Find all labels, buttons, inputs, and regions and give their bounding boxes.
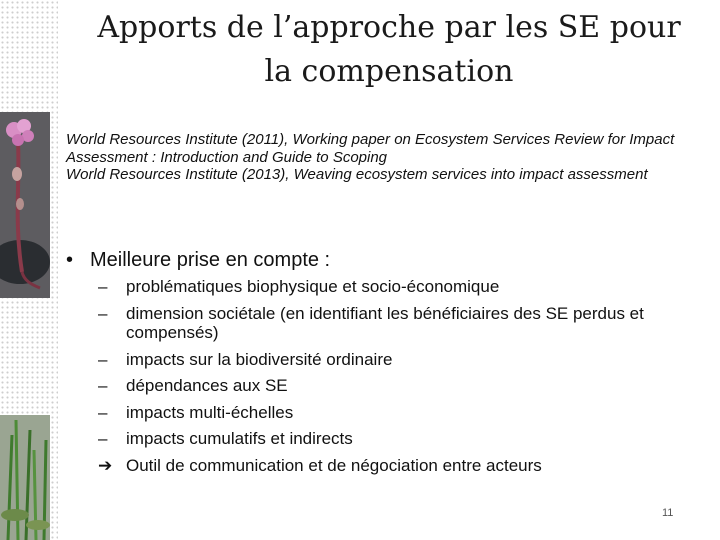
list-item <box>98 376 698 396</box>
list-item <box>98 304 698 343</box>
slide-title <box>58 6 720 94</box>
list-item-text: problématiques biophysique et socio-économique <box>126 277 500 296</box>
list-item <box>98 350 698 370</box>
reference-item: World Resources Institute (2011), Working paper on Ecosystem Services Review for Impact Assessment : Introduction and Guide to Scoping <box>66 131 675 166</box>
list-item-text: impacts sur la biodiversité ordinaire <box>126 349 393 369</box>
page-number: 11 <box>662 507 674 519</box>
list-item-text: impacts cumulatifs et indirects <box>126 429 353 448</box>
sub-bullet-list <box>98 277 698 475</box>
main-bullet <box>66 248 330 272</box>
arrow-right-icon: ➔ <box>98 455 113 475</box>
dash-icon: – <box>98 303 108 323</box>
conclusion-item <box>98 456 698 476</box>
dash-icon: – <box>98 349 108 369</box>
flower-photo <box>0 112 50 298</box>
conclusion-text: Outil de communication et de négociation entre acteurs <box>126 455 542 475</box>
list-item-text: impacts multi-échelles <box>126 402 294 422</box>
dash-icon: – <box>98 277 108 296</box>
slide-title-line-2: la compensation <box>264 54 514 89</box>
slide-title-line-1: Apports de l’approche par les SE pour <box>97 10 681 45</box>
references-block <box>66 131 706 184</box>
list-item <box>98 403 698 423</box>
bullet-dot-icon: • <box>66 249 74 271</box>
list-item <box>98 277 698 297</box>
reference-item: World Resources Institute (2013), Weaving ecosystem services into impact assessment <box>66 166 648 183</box>
main-bullet-text: Meilleure prise en compte : <box>90 249 331 271</box>
list-item-text: dépendances aux SE <box>126 376 288 395</box>
list-item-text: dimension sociétale (en identifiant les bénéficiaires des SE perdus et compensés) <box>126 303 644 342</box>
dash-icon: – <box>98 376 108 395</box>
aquatic-plants-photo <box>0 415 50 540</box>
dash-icon: – <box>98 429 108 448</box>
list-item <box>98 429 698 449</box>
dash-icon: – <box>98 402 108 422</box>
